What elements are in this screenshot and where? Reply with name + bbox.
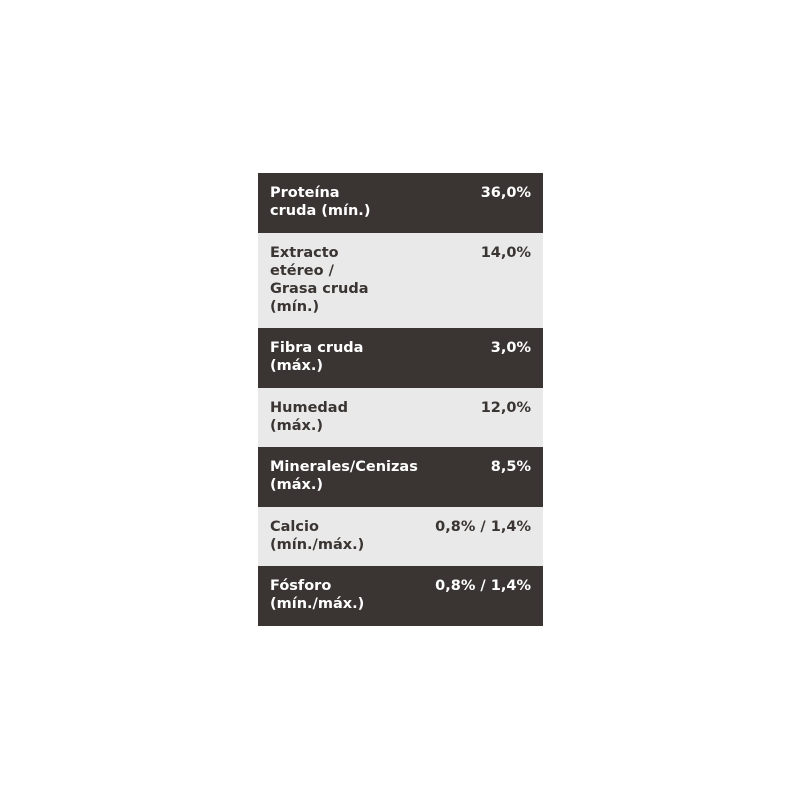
row-value: 12,0% [480,400,531,416]
row-label: Extracto etéreo / Grasa cruda (mín.) [270,245,369,315]
table-row-phosphorus [258,566,543,626]
row-value: 0,8% / 1,4% [435,519,531,535]
table-row-ash [258,447,543,507]
row-value: 36,0% [480,185,531,201]
nutrition-table [258,173,543,626]
row-label: Fósforo (mín./máx.) [270,578,365,612]
row-label: Minerales/Cenizas (máx.) [270,459,418,493]
table-row-fat [258,233,543,328]
row-value: 0,8% / 1,4% [435,578,531,594]
row-value: 3,0% [490,340,531,356]
row-value: 14,0% [480,245,531,261]
row-value: 8,5% [490,459,531,475]
row-label: Fibra cruda (máx.) [270,340,364,374]
table-row-protein [258,173,543,233]
row-label: Calcio (mín./máx.) [270,519,365,553]
table-row-moisture [258,388,543,447]
table-row-fiber [258,328,543,388]
table-row-calcium [258,507,543,566]
row-label: Proteína cruda (mín.) [270,185,371,219]
row-label: Humedad (máx.) [270,400,348,434]
